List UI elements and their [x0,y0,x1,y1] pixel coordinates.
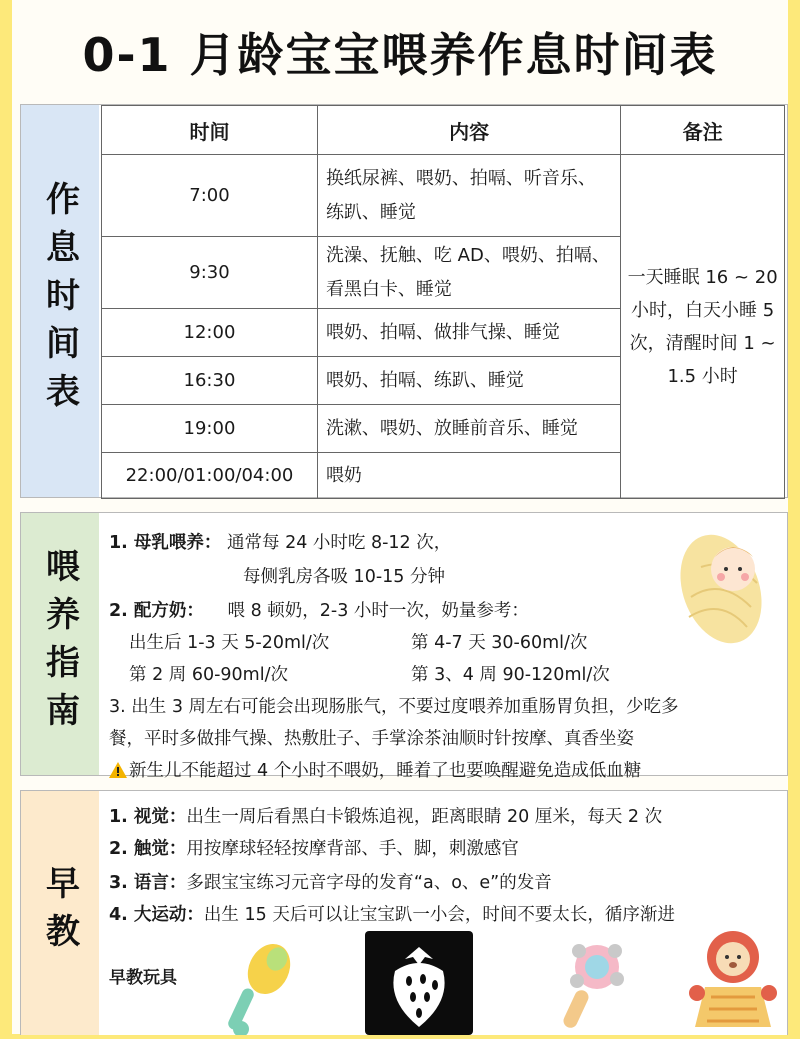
feeding-side-label: 喂养指南 [21,513,99,775]
swaddled-baby-icon [671,527,771,647]
breastfeeding-text-2: 每侧乳房各吸 10-15 分钟 [243,567,445,587]
row-content: 洗澡、抚触、吃 AD、喂奶、拍嗝、看黑白卡、睡觉 [317,237,620,309]
edu-item-label: 2. 触觉： [109,839,187,859]
row-time: 12:00 [102,309,318,357]
education-section [20,790,788,1035]
amount-item: 出生后 1-3 天 5-20ml/次 [129,633,330,653]
breastfeeding-text: 通常每 24 小时吃 8-12 次， [227,533,452,553]
schedule-table [101,105,785,499]
row-time: 19:00 [102,405,318,453]
row-content: 喂奶、拍嗝、练趴、睡觉 [317,357,620,405]
row-content: 洗漱、喂奶、放睡前音乐、睡觉 [317,405,620,453]
edu-item-text: 出生一周后看黑白卡锻炼追视，距离眼睛 20 厘米，每天 2 次 [186,807,663,827]
colic-text-2: 餐，平时多做排气操、热敷肚子、手掌涂茶油顺时针按摩、真香坐姿 [109,729,634,749]
table-header-row [102,106,785,155]
edu-item-label: 1. 视觉： [109,807,187,827]
amount-item: 第 4-7 天 30-60ml/次 [411,633,588,653]
page-title: 0-1 月龄宝宝喂养作息时间表 [82,28,718,82]
table-row [102,155,785,237]
edu-item-label: 3. 语言： [109,873,187,893]
row-time: 16:30 [102,357,318,405]
lion-plush-toy-icon [683,927,783,1033]
edu-item-text: 用按摩球轻轻按摩背部、手、脚，刺激感官 [186,839,519,859]
edu-item-text: 出生 15 天后可以让宝宝趴一小会，时间不要太长，循序渐进 [203,905,675,925]
warning-icon [109,762,127,778]
row-content: 喂奶 [317,453,620,499]
schedule-section [20,104,788,498]
bell-rattle-toy-icon [549,933,633,1033]
black-white-card-icon [365,931,473,1035]
warning-text: 新生儿不能超过 4 个小时不喂奶，睡着了也要唤醒避免造成低血糖 [129,761,642,781]
header-note: 备注 [621,106,785,155]
colic-text-1: 3. 出生 3 周左右可能会出现肠胀气，不要过度喂养加重肠胃负担，少吃多 [109,697,679,717]
edu-item-text: 多跟宝宝练习元音字母的发育“a、o、e”的发音 [186,873,552,893]
row-time: 22:00/01:00/04:00 [102,453,318,499]
rattle-toy-icon [221,941,301,1035]
header-content: 内容 [317,106,620,155]
amount-item: 第 2 周 60-90ml/次 [129,665,288,685]
header-time: 时间 [102,106,318,155]
toys-label: 早教玩具 [109,968,177,988]
amount-item: 第 3、4 周 90-120ml/次 [411,665,610,685]
edu-item-label: 4. 大运动： [109,905,204,925]
schedule-note: 一天睡眠 16 ~ 20 小时，白天小睡 5 次，清醒时间 1 ~ 1.5 小时 [621,155,785,499]
breastfeeding-label: 1. 母乳喂养： [109,533,222,553]
row-content: 换纸尿裤、喂奶、拍嗝、听音乐、练趴、睡觉 [317,155,620,237]
row-time: 7:00 [102,155,318,237]
education-side-label: 早教 [21,791,99,1035]
row-time: 9:30 [102,237,318,309]
schedule-side-label: 作息时间表 [21,105,99,497]
feeding-section [20,512,788,781]
page [12,0,788,1034]
formula-text: 喂 8 顿奶，2-3 小时一次，奶量参考： [227,601,529,621]
row-content: 喂奶、拍嗝、做排气操、睡觉 [317,309,620,357]
formula-label: 2. 配方奶： [109,601,204,621]
